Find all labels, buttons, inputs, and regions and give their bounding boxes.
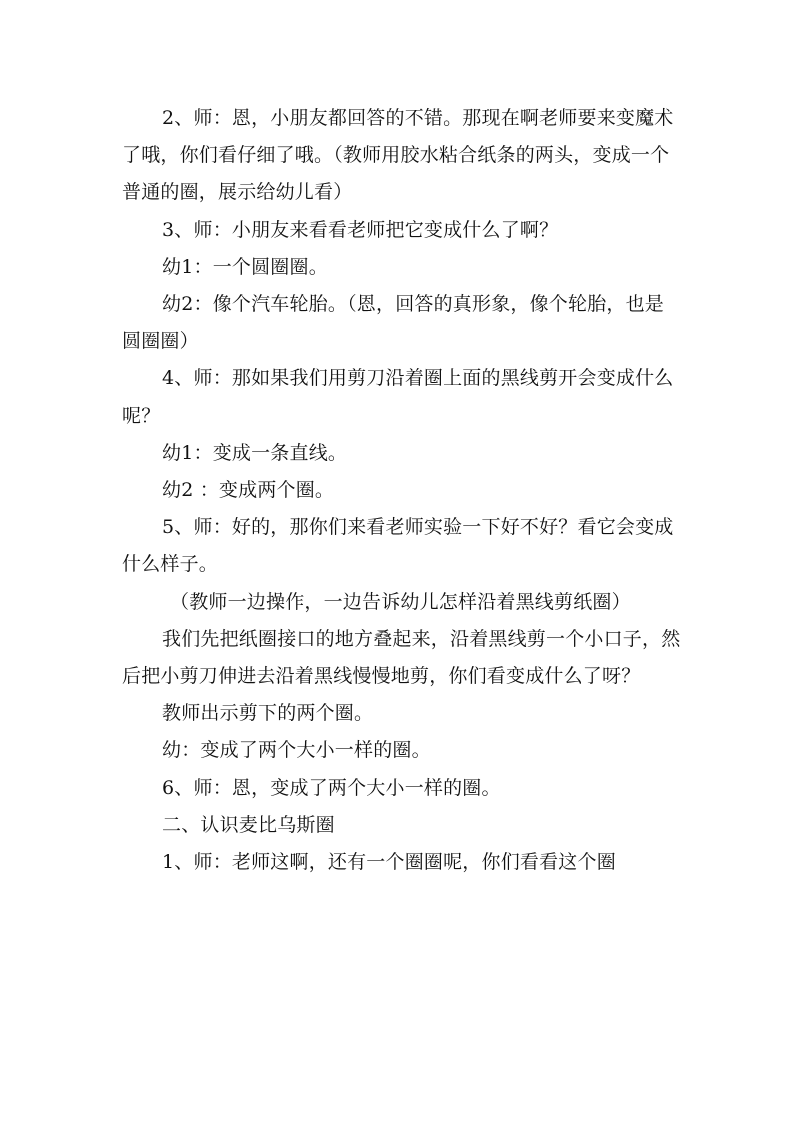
section-heading-mobius: 二、认识麦比乌斯圈 (162, 813, 335, 836)
paragraph-teacher-another-circle: 1、师：老师这啊，还有一个圈圈呢，你们看看这个圈 (162, 851, 616, 874)
paragraph-teacher-question-4: 4、师：那如果我们用剪刀沿着圈上面的黑线剪开会变成什么呢？ (122, 367, 674, 427)
paragraph-child2-answer-two-circles: 幼2 ：变成两个圈。 (162, 479, 335, 502)
paragraph-child2-answer-tire: 幼2：像个汽车轮胎。（恩，回答的真形象，像个轮胎，也是圆圈圈） (122, 293, 664, 353)
paragraph-teacher-question-3: 3、师：小朋友来看看老师把它变成什么了啊？ (162, 218, 559, 241)
document-body (122, 100, 682, 881)
paragraph-teacher-experiment: 5、师：好的，那你们来看老师实验一下好不好？看它会变成什么样子。 (122, 516, 674, 576)
paragraph-teacher-shows-circles: 教师出示剪下的两个圈。 (162, 702, 374, 725)
paragraph-teacher-magic: 2、师：恩，小朋友都回答的不错。那现在啊老师要来变魔术了哦，你们看仔细了哦。（教师用胶水粘合纸条的两头，变成一个普通的圈，展示给幼儿看） (122, 107, 674, 204)
paragraph-teacher-operation-note: （教师一边操作，一边告诉幼儿怎样沿着黑线剪纸圈） (170, 590, 631, 613)
paragraph-child1-answer-circle: 幼1：一个圆圈圈。 (162, 255, 328, 278)
paragraph-teacher-confirms: 6、师：恩，变成了两个大小一样的圈。 (162, 776, 501, 799)
paragraph-cutting-instructions: 我们先把纸圈接口的地方叠起来，沿着黑线剪一个小口子，然后把小剪刀伸进去沿着黑线慢慢地剪，你们看变成什么了呀？ (122, 627, 681, 688)
paragraph-child-two-equal-circles: 幼：变成了两个大小一样的圈。 (162, 739, 431, 762)
paragraph-child1-answer-line: 幼1：变成一条直线。 (162, 441, 348, 464)
